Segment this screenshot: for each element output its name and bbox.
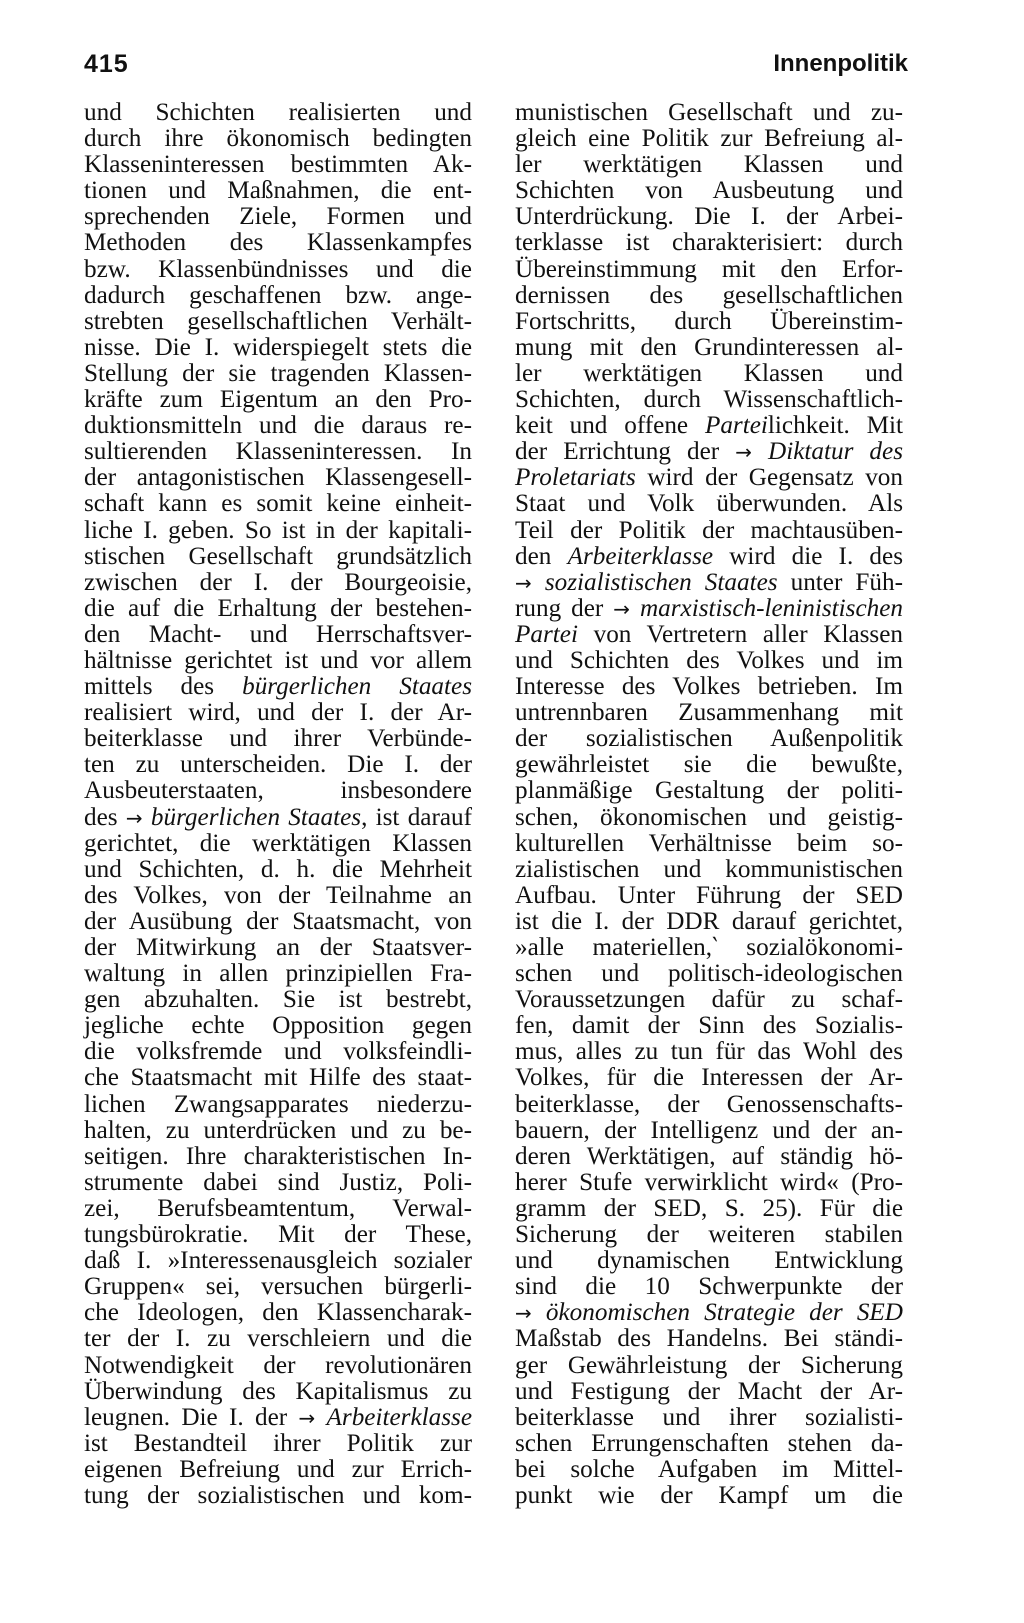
running-head: Innenpolitik: [773, 50, 908, 77]
text-line: des → bürgerlichen Staates, ist darauf: [84, 803, 473, 831]
text-line: Notwendigkeit der revolutionären: [84, 1351, 472, 1379]
text-line: und dynamischen Entwicklung: [515, 1247, 903, 1275]
text-line: kulturellen Verhältnisse beim so-: [515, 829, 903, 857]
text-line: Interesse des Volkes betrieben. Im: [515, 673, 903, 701]
text-line: nisse. Die I. widerspiegelt stets die: [84, 333, 472, 361]
text-line: rung der → marxistisch-leninistischen: [515, 594, 903, 622]
text-line: Teil der Politik der machtausüben-: [515, 516, 903, 544]
cross-reference-arrow-icon: →: [298, 1405, 316, 1430]
text-line: schen, ökonomischen und geistig-: [515, 803, 903, 831]
left-text-column: [84, 100, 472, 1509]
text-line: und Festigung der Macht der Ar-: [515, 1377, 903, 1405]
text-line: Sicherung der weiteren stabilen: [515, 1221, 903, 1249]
text-line: liche I. geben. So ist in der kapitali-: [84, 516, 472, 544]
page-number: 415: [84, 50, 129, 78]
text-line: Stellung der sie tragenden Klassen-: [84, 359, 472, 387]
text-line: zwischen der I. der Bourgeoisie,: [84, 568, 472, 596]
text-line: halten, zu unterdrücken und zu be-: [84, 1116, 472, 1144]
text-line: bei solche Aufgaben im Mittel-: [515, 1455, 903, 1483]
text-line: seitigen. Ihre charakteristischen In-: [84, 1142, 472, 1170]
text-line: terklasse ist charakterisiert: durch: [515, 229, 903, 257]
text-line: ler werktätigen Klassen und: [515, 151, 903, 179]
text-line: deren Werktätigen, auf ständig hö-: [515, 1142, 903, 1170]
text-line: ter der I. zu verschleiern und die: [84, 1325, 472, 1353]
text-line: schen und politisch-ideologischen: [515, 960, 903, 988]
text-line: den Macht- und Herrschaftsver-: [84, 620, 472, 648]
text-line: Proletariats wird der Gegensatz von: [515, 464, 903, 492]
text-line: »alle materiellen,‵ sozialökonomi-: [515, 934, 903, 961]
text-line: bauern, der Intelligenz und der an-: [515, 1116, 903, 1144]
cross-reference-arrow-icon: →: [125, 805, 143, 830]
text-line: mittels des bürgerlichen Staates: [84, 673, 472, 701]
text-line: tungsbürokratie. Mit der These,: [84, 1221, 472, 1249]
text-line: untrennbaren Zusammenhang mit: [515, 699, 903, 727]
text-line: mus, alles zu tun für das Wohl des: [515, 1038, 903, 1066]
text-line: Unterdrückung. Die I. der Arbei-: [515, 203, 903, 231]
text-line: keit und offene Parteilichkeit. Mit: [515, 412, 903, 440]
text-line: schen Errungenschaften stehen da-: [515, 1429, 903, 1457]
text-line: hältnisse gerichtet ist und vor allem: [84, 646, 472, 674]
text-line: duktionsmitteln und die daraus re-: [84, 412, 472, 440]
cross-reference-arrow-icon: →: [515, 570, 532, 595]
text-line: die volksfremde und volksfeindli-: [84, 1038, 472, 1066]
text-line: tionen und Maßnahmen, die ent-: [84, 177, 472, 205]
text-line: beiterklasse und ihrer sozialisti-: [515, 1403, 903, 1431]
text-line: der Mitwirkung an der Staatsver-: [84, 934, 472, 961]
text-line: zialistischen und kommunistischen: [515, 855, 903, 883]
text-line: Schichten, durch Wissenschaftlich-: [515, 386, 903, 414]
text-line: Ausbeuterstaaten, insbesondere: [84, 777, 472, 805]
text-line: herer Stufe verwirklicht wird« (Pro-: [515, 1168, 903, 1196]
text-line: bzw. Klassenbündnisses und die: [84, 255, 472, 283]
text-line: und Schichten realisierten und: [84, 99, 472, 126]
cross-reference-arrow-icon: →: [515, 1301, 532, 1326]
text-line: Methoden des Klassenkampfes: [84, 229, 472, 257]
text-line: fen, damit der Sinn des Sozialis-: [515, 1012, 903, 1040]
text-line: der sozialistischen Außenpolitik: [515, 725, 903, 753]
text-line: gerichtet, die werktätigen Klassen: [84, 829, 472, 857]
text-line: die auf die Erhaltung der bestehen-: [84, 594, 472, 622]
text-line: dernissen des gesellschaftlichen: [515, 281, 903, 309]
text-line: tung der sozialistischen und kom-: [84, 1481, 472, 1509]
text-line: Überwindung des Kapitalismus zu: [84, 1377, 472, 1405]
text-line: waltung in allen prinzipiellen Fra-: [84, 960, 472, 988]
text-line: der antagonistischen Klassengesell-: [84, 464, 472, 492]
text-line: gleich eine Politik zur Befreiung al-: [515, 125, 903, 153]
text-line: realisiert wird, und der I. der Ar-: [84, 699, 472, 727]
text-line: Partei von Vertretern aller Klassen: [515, 620, 903, 648]
text-line: strumente dabei sind Justiz, Poli-: [84, 1168, 472, 1196]
text-line: sultierenden Klasseninteressen. In: [84, 438, 472, 466]
text-line: Gruppen« sei, versuchen bürgerli-: [84, 1273, 472, 1301]
text-line: kräfte zum Eigentum an den Pro-: [84, 386, 472, 414]
text-line: und Schichten, d. h. die Mehrheit: [84, 855, 472, 883]
text-line: den Arbeiterklasse wird die I. des: [515, 542, 903, 570]
text-line: munistischen Gesellschaft und zu-: [515, 99, 903, 126]
text-line: → sozialistischen Staates unter Füh-: [515, 568, 903, 596]
text-line: dadurch geschaffenen bzw. ange-: [84, 281, 472, 309]
text-line: sind die 10 Schwerpunkte der: [515, 1273, 903, 1301]
right-text-column: [515, 100, 903, 1509]
text-line: ler werktätigen Klassen und: [515, 359, 903, 387]
text-line: strebten gesellschaftlichen Verhält-: [84, 307, 472, 335]
text-line: gen abzuhalten. Sie ist bestrebt,: [84, 986, 472, 1014]
text-line: ist die I. der DDR darauf gerichtet,: [515, 907, 903, 935]
text-line: Aufbau. Unter Führung der SED: [515, 881, 903, 909]
text-line: jegliche echte Opposition gegen: [84, 1012, 472, 1040]
text-line: und Schichten des Volkes und im: [515, 646, 903, 674]
cross-reference-arrow-icon: →: [613, 596, 631, 621]
text-line: zei, Berufsbeamtentum, Verwal-: [84, 1194, 472, 1222]
text-line: → ökonomischen Strategie der SED: [515, 1299, 904, 1327]
text-line: beiterklasse, der Genossenschafts-: [515, 1090, 903, 1118]
text-line: punkt wie der Kampf um die: [515, 1481, 903, 1509]
text-line: Fortschritts, durch Übereinstim-: [515, 307, 903, 335]
text-line: daß I. »Interessenausgleich sozialer: [84, 1247, 472, 1275]
text-line: ist Bestandteil ihrer Politik zur: [84, 1429, 472, 1457]
text-line: der Ausübung der Staatsmacht, von: [84, 907, 472, 935]
text-line: che Ideologen, den Klassencharak-: [84, 1299, 472, 1327]
text-line: Staat und Volk überwunden. Als: [515, 490, 903, 518]
text-line: mung mit den Grundinteressen al-: [515, 333, 903, 361]
text-line: Schichten von Ausbeutung und: [515, 177, 903, 205]
text-line: des Volkes, von der Teilnahme an: [84, 881, 472, 909]
text-line: Klasseninteressen bestimmten Ak-: [84, 151, 472, 179]
text-line: che Staatsmacht mit Hilfe des staat-: [84, 1064, 472, 1092]
text-line: stischen Gesellschaft grundsätzlich: [84, 542, 472, 570]
text-line: eigenen Befreiung und zur Errich-: [84, 1455, 472, 1483]
text-line: Übereinstimmung mit den Erfor-: [515, 255, 903, 283]
text-line: lichen Zwangsapparates niederzu-: [84, 1090, 472, 1118]
text-line: gewährleistet sie die bewußte,: [515, 751, 903, 779]
text-line: schaft kann es somit keine einheit-: [84, 490, 472, 518]
text-line: leugnen. Die I. der → Arbeiterklasse: [84, 1403, 472, 1431]
cross-reference-arrow-icon: →: [735, 440, 752, 465]
text-line: gramm der SED, S. 25). Für die: [515, 1194, 903, 1222]
text-line: Voraussetzungen dafür zu schaf-: [515, 986, 903, 1014]
text-line: sprechenden Ziele, Formen und: [84, 203, 472, 231]
text-line: ten zu unterscheiden. Die I. der: [84, 751, 472, 779]
text-line: ger Gewährleistung der Sicherung: [515, 1351, 903, 1379]
text-line: Maßstab des Handelns. Bei ständi-: [515, 1325, 903, 1353]
text-line: beiterklasse und ihrer Verbünde-: [84, 725, 472, 753]
text-line: der Errichtung der → Diktatur des: [515, 438, 903, 466]
text-line: Volkes, für die Interessen der Ar-: [515, 1064, 903, 1092]
text-line: planmäßige Gestaltung der politi-: [515, 777, 903, 805]
text-line: durch ihre ökonomisch bedingten: [84, 125, 472, 153]
